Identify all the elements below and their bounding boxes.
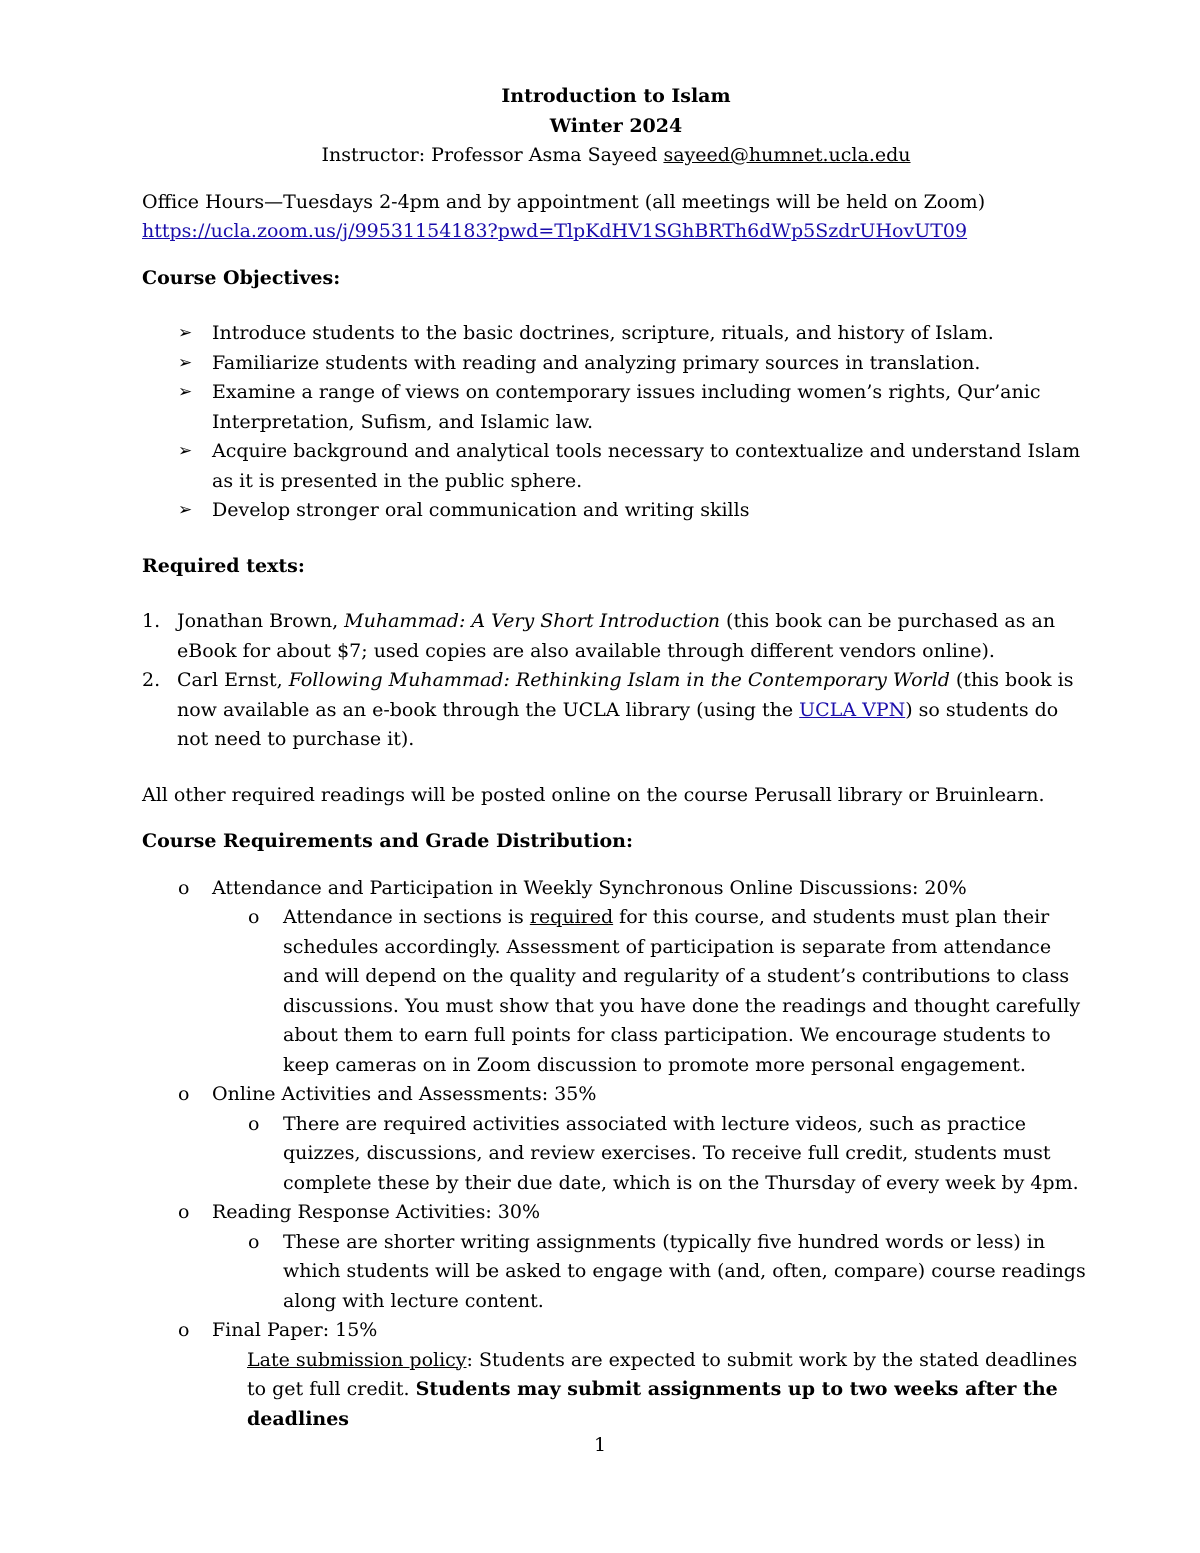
circle-bullet-icon: o xyxy=(248,1112,260,1135)
list-item: o Reading Response Activities: 30% o These are shorter writing assignments (typically five hundred words or less) in which students will be asked to engage with (and, often, compare) course readings along with lecture content. xyxy=(142,1198,1090,1316)
list-item: ➢ Examine a range of views on contemporary issues including women’s rights, Qur’anic Interpretation, Sufism, and Islamic law. xyxy=(142,378,1090,437)
office-hours: Office Hours—Tuesdays 2-4pm and by appointment (all meetings will be held on Zoom) xyxy=(142,190,986,213)
document-page xyxy=(142,82,1090,1434)
requirements-list xyxy=(142,874,1090,1346)
requirements-heading: Course Requirements and Grade Distribution: xyxy=(142,830,633,852)
circle-bullet-icon: o xyxy=(178,1083,190,1105)
circle-bullet-icon: o xyxy=(178,1201,190,1223)
list-item: o Attendance and Participation in Weekly Synchronous Online Discussions: 20% o Attendance in sections is required for this course, and students must plan their schedules accordingly. Assessment of participation is separate from attendance and will depend on the quality and regularity of a student’s contributions to class discussions. You must show that you have done the readings and thought carefully about them to earn full points for class participation. We encourage students to keep cameras on in Zoom discussion to promote more personal engagement. xyxy=(142,874,1090,1081)
objectives-list xyxy=(142,319,1090,526)
instructor-email-link[interactable]: sayeed@humnet.ucla.edu xyxy=(663,144,911,166)
list-item: o Attendance in sections is required for this course, and students must plan their schedules accordingly. Assessment of participation is separate from attendance and will depend on the quality and regularity of a student’s contributions to class discussions. You must show that you have done the readings and thought carefully about them to earn full points for class participation. We encourage students to keep cameras on in Zoom discussion to promote more personal engagement. xyxy=(212,903,1090,1080)
list-item: ➢ Introduce students to the basic doctrines, scripture, rituals, and history of Islam. xyxy=(142,319,1090,349)
list-item: ➢ Familiarize students with reading and analyzing primary sources in translation. xyxy=(142,349,1090,379)
arrow-bullet-icon: ➢ xyxy=(178,500,193,520)
instructor-line xyxy=(142,141,1090,171)
list-item: o There are required activities associated with lecture videos, such as practice quizzes, discussions, and review exercises. To receive full credit, students must complete these by their due date, which is on the Thursday of every week by 4pm. xyxy=(212,1110,1090,1199)
ucla-vpn-link[interactable]: UCLA VPN xyxy=(799,698,906,721)
circle-bullet-icon: o xyxy=(248,1230,260,1253)
course-title: Introduction to Islam xyxy=(501,85,731,107)
required-texts-list xyxy=(142,607,1090,755)
late-submission-policy: Late submission policy: Students are expected to submit work by the stated deadlines to get full credit. Students may submit assignments up to two weeks after the deadlines xyxy=(247,1348,1078,1430)
course-term: Winter 2024 xyxy=(549,114,683,137)
list-item: o Online Activities and Assessments: 35% o There are required activities associated with lecture videos, such as practice quizzes, discussions, and review exercises. To receive full credit, students must complete these by their due date, which is on the Thursday of every week by 4pm. xyxy=(142,1080,1090,1198)
circle-bullet-icon: o xyxy=(248,906,260,928)
list-item: o These are shorter writing assignments (typically five hundred words or less) in which students will be asked to engage with (and, often, compare) course readings along with lecture content. xyxy=(212,1228,1090,1317)
objectives-heading: Course Objectives: xyxy=(142,266,341,289)
other-readings-note: All other required readings will be posted online on the course Perusall library or Bruinlearn. xyxy=(142,783,1045,806)
arrow-bullet-icon: ➢ xyxy=(178,323,193,343)
list-item: ➢ Acquire background and analytical tools necessary to contextualize and understand Islam as it is presented in the public sphere. xyxy=(142,437,1090,496)
circle-bullet-icon: o xyxy=(178,876,190,899)
list-item: o Final Paper: 15% xyxy=(142,1316,1090,1346)
list-item: ➢ Develop stronger oral communication and writing skills xyxy=(142,496,1090,526)
zoom-link[interactable]: https://ucla.zoom.us/j/99531154183?pwd=TlpKdHV1SGhBRTh6dWp5SzdrUHovUT09 xyxy=(142,220,968,242)
arrow-bullet-icon: ➢ xyxy=(178,352,193,373)
list-item: 1. Jonathan Brown, Muhammad: A Very Short Introduction (this book can be purchased as an eBook for about $7; used copies are also available through different vendors online). xyxy=(142,610,1056,662)
required-texts-heading: Required texts: xyxy=(142,554,305,577)
page-number: 1 xyxy=(593,1434,607,1456)
instructor-label: Instructor: Professor Asma Sayeed xyxy=(321,144,664,166)
arrow-bullet-icon: ➢ xyxy=(178,441,193,461)
list-item: 2. Carl Ernst, Following Muhammad: Rethinking Islam in the Contemporary World (this book is now available as an e-book through the UCLA library (using the UCLA VPN) so students do not need to purchase it). xyxy=(142,669,1074,750)
arrow-bullet-icon: ➢ xyxy=(178,382,193,402)
book-title: Following Muhammad: Rethinking Islam in the Contemporary World xyxy=(288,669,950,691)
circle-bullet-icon: o xyxy=(178,1319,190,1341)
book-title: Muhammad: A Very Short Introduction xyxy=(344,610,721,632)
